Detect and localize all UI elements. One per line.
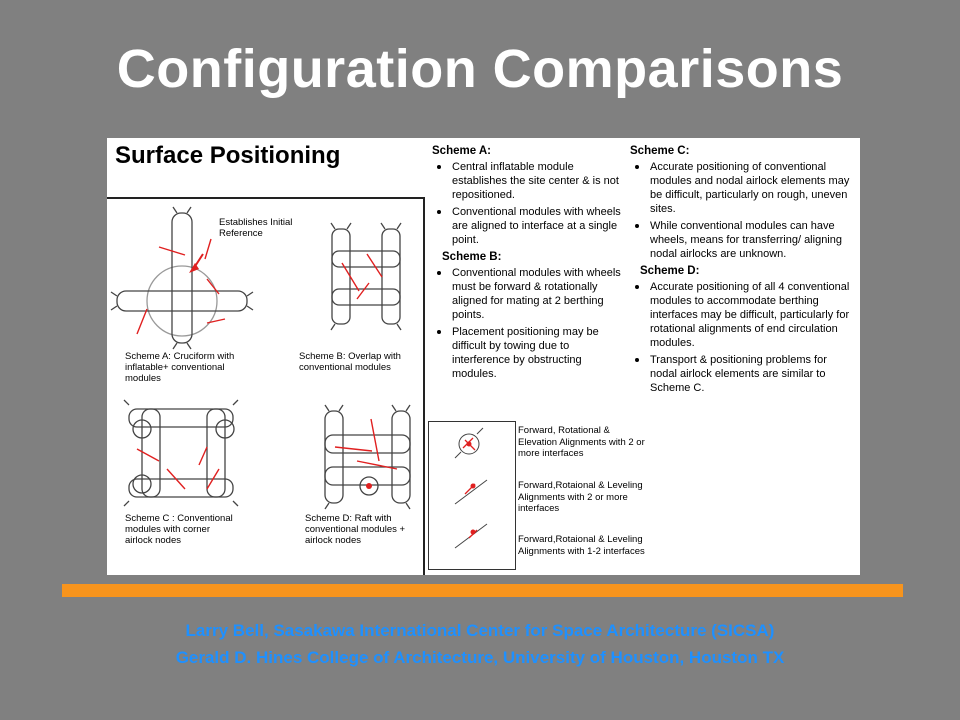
callout-label: Establishes Initial Reference [219, 217, 293, 239]
legend-symbols [429, 422, 517, 571]
credit-line-2: Gerald D. Hines College of Architecture, University of Houston, Houston TX [175, 648, 785, 667]
list-item: Conventional modules with wheels must be forward & rotationally aligned for mating at 2 berthing points. [432, 266, 622, 322]
figure-heading: Surface Positioning [115, 142, 341, 169]
scheme-c-diagram [124, 400, 238, 506]
scheme-d-diagram [325, 405, 410, 509]
scheme-a-bullets [432, 160, 622, 247]
scheme-c-heading: Scheme C: [630, 145, 690, 157]
legend-item-1: Forward, Rotational & Elevation Alignments with 2 or more interfaces [518, 425, 645, 459]
list-item: Transport & positioning problems for nodal airlock elements are similar to Scheme C. [630, 353, 852, 395]
scheme-b-bullets [432, 266, 622, 381]
scheme-c-bullets [630, 160, 852, 261]
slide-title: Configuration Comparisons [116, 39, 844, 99]
list-item: Central inflatable module establishes the site center & is not repositioned. [432, 160, 622, 202]
diagram-panel [107, 197, 425, 575]
list-item: Placement positioning may be difficult by towing due to interference by obstructing modules. [432, 325, 622, 381]
list-item: Accurate positioning of all 4 conventional modules to accommodate berthing interfaces may be difficult, particularly for rotational alignments of end circulation modules. [630, 280, 852, 350]
scheme-d-bullets [630, 280, 852, 395]
caption-scheme-c: Scheme C : Conventional modules with corner airlock nodes [125, 513, 233, 546]
caption-scheme-a: Scheme A: Cruciform with inflatable+ conventional modules [125, 351, 235, 384]
caption-scheme-b: Scheme B: Overlap with conventional modules [299, 351, 401, 373]
scheme-d-heading: Scheme D: [640, 265, 700, 277]
surface-positioning-figure [107, 138, 860, 575]
scheme-b-heading: Scheme B: [442, 251, 502, 263]
scheme-a-heading: Scheme A: [432, 145, 492, 157]
callout-arrowhead [189, 263, 199, 273]
legend-item-3: Forward,Rotaional & Leveling Alignments with 1-2 interfaces [518, 534, 645, 557]
schemes-ab-column [432, 144, 622, 384]
list-item: While conventional modules can have wheels, means for transferring/ aligning nodal airlocks are unknown. [630, 219, 852, 261]
caption-scheme-d: Scheme D: Raft with conventional modules + airlock nodes [305, 513, 406, 546]
alignment-legend [428, 421, 516, 570]
schemes-cd-column [630, 144, 852, 398]
credit-line-1: Larry Bell, Sasakawa International Center for Space Architecture (SICSA) [185, 621, 775, 640]
accent-bar [62, 584, 903, 597]
list-item: Conventional modules with wheels are aligned to interface at a single point. [432, 205, 622, 247]
legend-item-2: Forward,Rotaional & Leveling Alignments with 2 or more interfaces [518, 480, 643, 514]
scheme-b-diagram [331, 223, 401, 330]
list-item: Accurate positioning of conventional modules and nodal airlock elements may be difficult, particularly on rough, uneven sites. [630, 160, 852, 216]
